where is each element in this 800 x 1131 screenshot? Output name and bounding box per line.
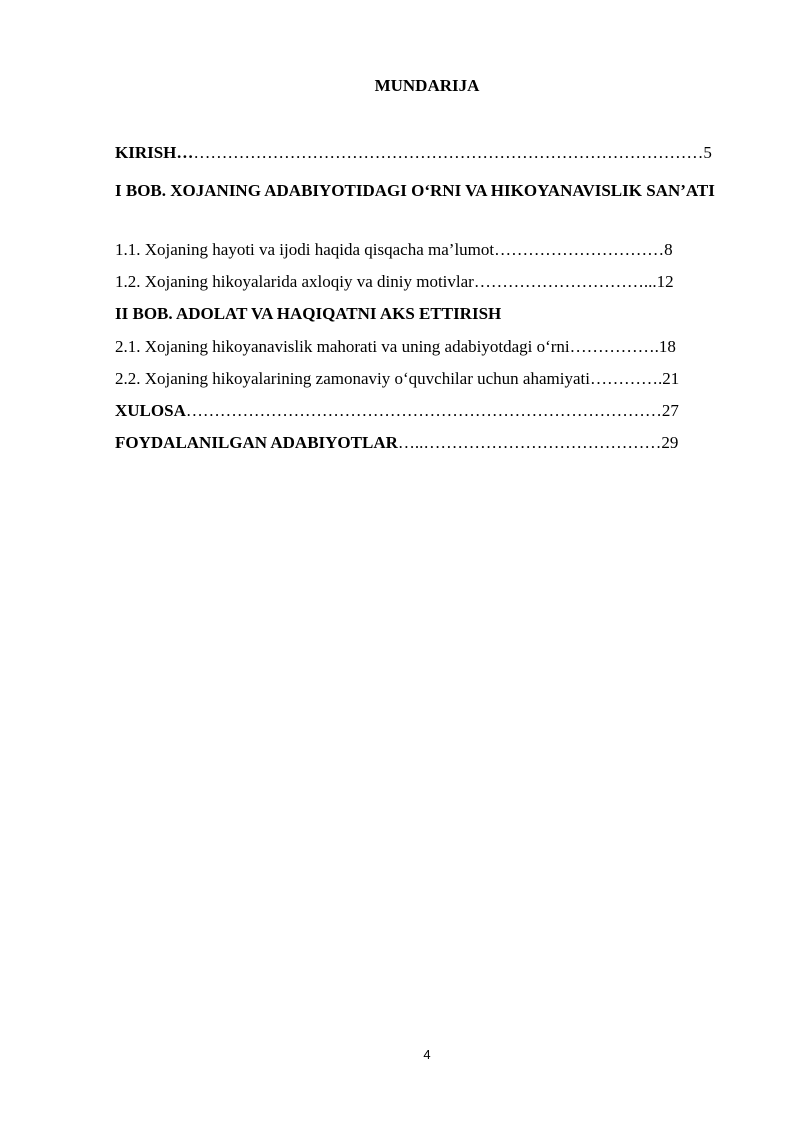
- toc-entry-1-2: [115, 271, 738, 293]
- toc-dot-leader: ………………………………………………………………………………: [193, 143, 704, 162]
- toc-dot-leader: …………………………: [494, 240, 665, 259]
- toc-entry-1-1: [115, 239, 738, 261]
- toc-entry-label: FOYDALANILGAN ADABIYOTLAR: [115, 433, 398, 452]
- toc-dot-leader: …………………………………………………………………………: [185, 401, 662, 420]
- toc-entry-2-1: [115, 336, 738, 358]
- toc-page-number: .12: [652, 272, 674, 291]
- toc-entry-label: 2.1. Xojaning hikoyanavislik mahorati va uning adabiyotdagi o‘rni: [115, 337, 570, 356]
- page-title: MUNDARIJA: [374, 76, 480, 95]
- toc-entry-label: 2.2. Xojaning hikoyalarining zamonaviy o‘quvchilar uchun ahamiyati: [115, 369, 590, 388]
- toc-entry-label: XULOSA: [115, 401, 186, 420]
- page-number: 4: [423, 1047, 431, 1062]
- toc-page-number: 21: [662, 369, 680, 388]
- toc-entry-foydalanilgan-adabiyotlar: [115, 432, 738, 454]
- toc-entry-xulosa: [115, 400, 738, 422]
- toc-entry-2-2: [115, 368, 738, 390]
- toc-dot-leader: …………………………..: [473, 272, 653, 291]
- toc-page-number: 18: [658, 337, 676, 356]
- toc-dot-leader: ………….: [589, 369, 663, 388]
- toc-entry-kirish: [115, 142, 738, 164]
- toc-entry-label: 1.1. Xojaning hayoti va ijodi haqida qisqacha ma’lumot: [115, 240, 495, 259]
- toc-page-number: 5: [703, 143, 712, 162]
- toc-page-number: 27: [661, 401, 679, 420]
- toc-chapter-2-heading: II BOB. ADOLAT VA HAQIQATNI AKS ETTIRISH: [115, 304, 502, 323]
- toc-entry-label: KIRISH…: [115, 143, 194, 162]
- toc-page-number: 8: [664, 240, 673, 259]
- toc-dot-leader: …………….: [569, 337, 659, 356]
- toc-chapter-1-heading: I BOB. XOJANING ADABIYOTIDAGI O‘RNI VA HIKOYANAVISLIK SAN’ATI: [115, 181, 715, 200]
- toc-dot-leader: …..……………………………………: [397, 433, 662, 452]
- toc-page-number: 29: [661, 433, 679, 452]
- toc-entry-label: 1.2. Xojaning hikoyalarida axloqiy va diniy motivlar: [115, 272, 474, 291]
